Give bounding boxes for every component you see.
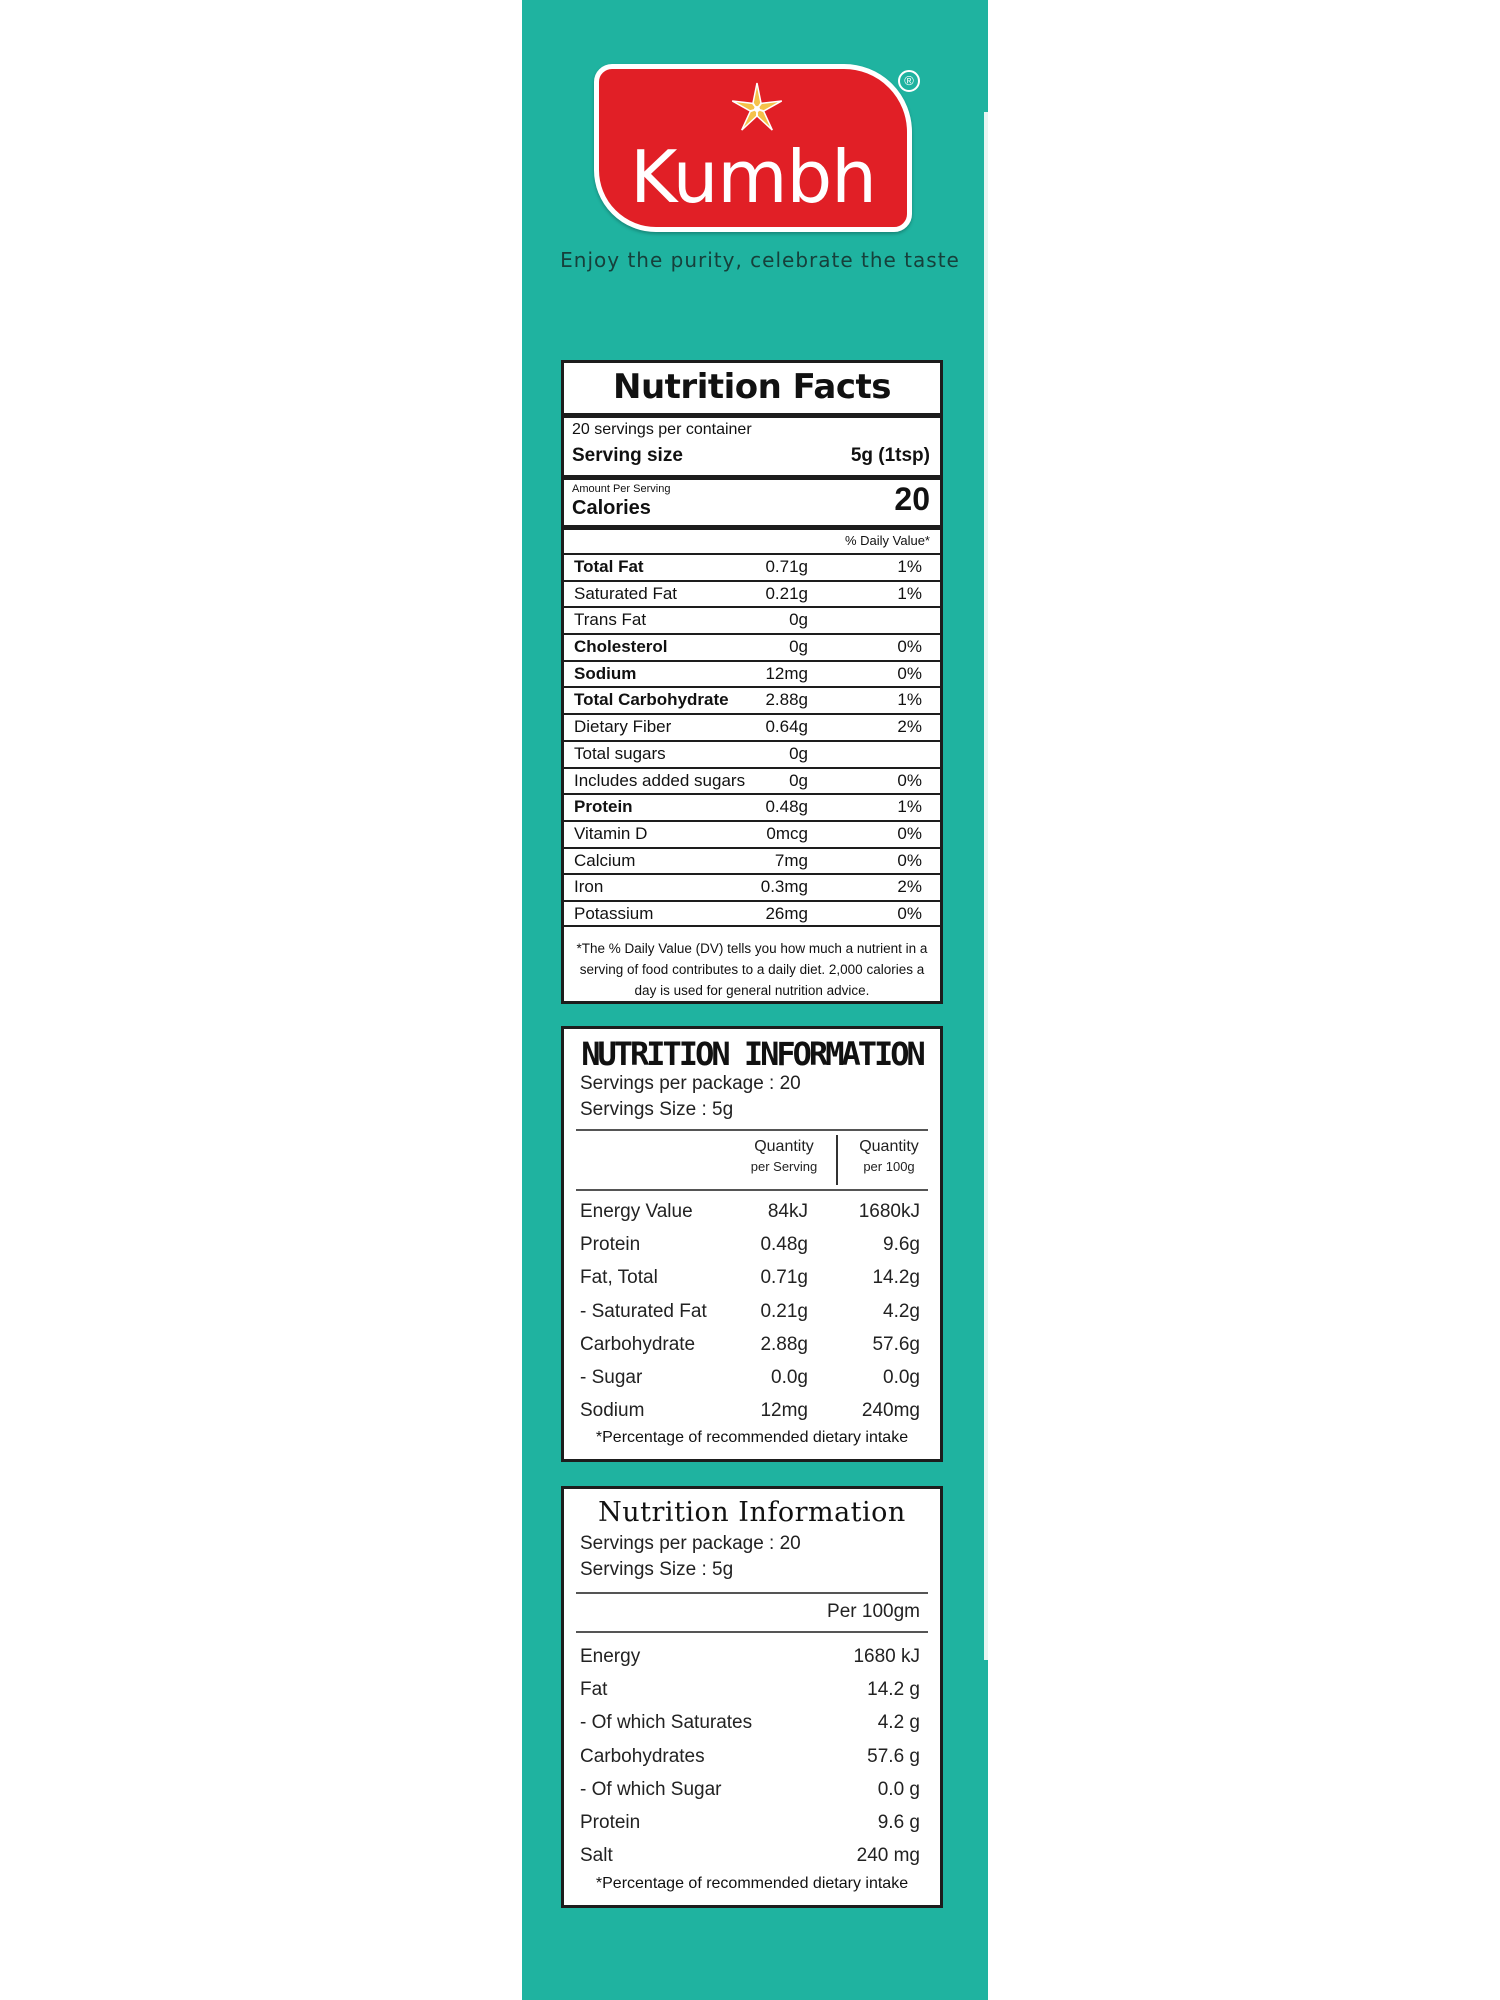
nutrition-information-panel <box>561 1026 943 1462</box>
column-separator <box>836 1135 838 1185</box>
table-row <box>564 1839 940 1872</box>
brand-name: Kumbh <box>630 135 876 219</box>
nutrient-name: Fat <box>580 1679 608 1701</box>
per-100g-value: 0.0g <box>883 1366 920 1388</box>
nutrient-name: - Of which Sugar <box>580 1778 722 1800</box>
nutrient-name: Energy <box>580 1646 641 1667</box>
nutrient-name: Vitamin D <box>574 823 648 843</box>
package-edge <box>984 112 988 1660</box>
nutrient-qty: 0g <box>789 770 808 790</box>
table-row <box>564 606 940 633</box>
per-serving-value: 0.48g <box>760 1234 808 1256</box>
nutrient-pct: 0% <box>897 823 922 843</box>
nutrient-name: Carbohydrates <box>580 1745 705 1767</box>
table-row <box>564 1640 940 1673</box>
table-row <box>564 713 940 740</box>
serving-size: Servings Size : 5g <box>580 1559 734 1580</box>
nutrient-name: Protein <box>574 797 633 817</box>
nutrient-pct: 1% <box>897 557 922 576</box>
nutrient-pct: 2% <box>897 717 922 737</box>
daily-value-header: % Daily Value* <box>844 533 930 548</box>
nutrient-qty: 0g <box>789 743 808 763</box>
nutrient-name: - Of which Saturates <box>580 1712 753 1734</box>
serving-size-label: Serving size <box>572 445 683 466</box>
table-row <box>564 793 940 820</box>
nutrient-name: Protein <box>580 1234 641 1256</box>
table-row <box>564 1740 940 1773</box>
nutrient-name: - Saturated Fat <box>580 1300 707 1322</box>
table-row <box>564 1195 940 1228</box>
nutrient-qty: 2.88g <box>765 690 808 710</box>
table-row <box>564 1361 940 1394</box>
nutrient-name: Carbohydrate <box>580 1333 696 1355</box>
table-row <box>564 1394 940 1427</box>
col-header-line: Quantity <box>859 1138 919 1155</box>
nutrition-facts-title: Nutrition Facts <box>613 367 891 407</box>
nutrient-qty: 12mg <box>765 663 808 683</box>
nutrient-qty: 26mg <box>765 903 808 923</box>
nutrient-name: Calcium <box>574 850 636 870</box>
nutrient-name: Sodium <box>574 663 637 683</box>
col-header-per-100g <box>844 1137 934 1177</box>
serving-size: Servings Size : 5g <box>580 1099 734 1120</box>
nutrient-name: Cholesterol <box>574 637 668 657</box>
per-serving-value: 0.0g <box>771 1366 808 1388</box>
nutrient-name: Includes added sugars <box>574 770 746 790</box>
nutrient-value: 240 mg <box>856 1845 920 1867</box>
nutrient-value: 1680 kJ <box>853 1646 920 1667</box>
table-row <box>564 1806 940 1839</box>
registered-mark: ® <box>898 70 920 92</box>
nutrient-qty: 7mg <box>774 850 808 870</box>
per-serving-value: 2.88g <box>760 1333 808 1355</box>
daily-value-footnote: *The % Daily Value (DV) tells you how much a nutrient in a serving of food contributes to a daily diet. 2,000 calories a day is used for general nutrition advice. <box>576 941 928 998</box>
nutrition-information-table <box>564 1195 940 1427</box>
nutrient-pct: 1% <box>897 797 922 817</box>
col-header-line: per Serving <box>750 1159 818 1174</box>
nutrient-name: Salt <box>580 1845 613 1867</box>
nutrition-information-table <box>564 1640 940 1872</box>
divider <box>576 1592 928 1594</box>
calories-value: 20 <box>894 481 930 517</box>
nutrient-pct: 0% <box>897 637 922 657</box>
divider <box>576 1129 928 1131</box>
per-100g-value: 9.6g <box>883 1234 920 1256</box>
nutrient-name: Saturated Fat <box>574 583 678 603</box>
col-header-per-100gm: Per 100gm <box>827 1601 920 1622</box>
per-serving-value: 84kJ <box>767 1201 808 1222</box>
table-row <box>564 553 940 580</box>
nutrient-qty: 0.71g <box>765 557 808 576</box>
nutrient-qty: 0.3mg <box>760 877 808 897</box>
nutrient-name: Energy Value <box>580 1201 693 1222</box>
servings-per-package: Servings per package : 20 <box>580 1533 801 1554</box>
per-serving-value: 0.21g <box>760 1300 808 1322</box>
serving-size-row <box>572 445 930 467</box>
nutrition-information-title: Nutrition Information <box>598 1497 906 1528</box>
nutrient-pct: 0% <box>897 770 922 790</box>
dietary-intake-footnote: *Percentage of recommended dietary intake <box>595 1875 909 1892</box>
nutrient-pct: 2% <box>897 877 922 897</box>
divider <box>564 525 940 530</box>
nutrient-qty: 0g <box>789 610 808 630</box>
nutrient-name: Sodium <box>580 1400 645 1422</box>
table-row <box>564 1328 940 1361</box>
nutrient-name: Potassium <box>574 903 654 923</box>
amount-per-serving: Amount Per Serving <box>572 483 671 495</box>
nutrient-qty: 0.64g <box>765 717 808 737</box>
nutrient-value: 0.0 g <box>877 1778 920 1800</box>
star-anise-icon <box>727 79 787 139</box>
table-row <box>564 580 940 607</box>
table-row <box>564 873 940 900</box>
nutrient-value: 9.6 g <box>877 1811 920 1833</box>
nutrient-name: Protein <box>580 1811 641 1833</box>
divider <box>564 413 940 418</box>
table-row <box>564 847 940 874</box>
table-row <box>564 1295 940 1328</box>
nutrient-value: 4.2 g <box>877 1712 920 1734</box>
calories-label: Calories <box>572 497 651 519</box>
table-row <box>564 1228 940 1261</box>
nutrient-name: Total sugars <box>574 743 666 763</box>
nutrient-qty: 0.21g <box>765 583 808 603</box>
nutrition-information-title: NUTRITION INFORMATION <box>581 1035 923 1073</box>
table-row <box>564 820 940 847</box>
nutrient-pct: 0% <box>897 903 922 923</box>
table-row <box>564 740 940 767</box>
col-header-line: Quantity <box>754 1138 814 1155</box>
table-row <box>564 1261 940 1294</box>
per-100g-value: 4.2g <box>883 1300 920 1322</box>
nutrient-pct: 0% <box>897 663 922 683</box>
nutrient-pct: 0% <box>897 850 922 870</box>
table-row <box>564 900 940 927</box>
table-row <box>564 1773 940 1806</box>
table-row <box>564 767 940 794</box>
nutrient-qty: 0.48g <box>765 797 808 817</box>
nutrient-name: Trans Fat <box>574 610 647 630</box>
nutrient-name: Fat, Total <box>580 1267 658 1289</box>
table-row <box>564 686 940 713</box>
table-row <box>564 660 940 687</box>
serving-size-value: 5g (1tsp) <box>850 445 930 466</box>
per-100g-value: 57.6g <box>872 1333 920 1355</box>
per-100g-value: 240mg <box>861 1400 920 1422</box>
brand-logo <box>594 64 912 232</box>
divider <box>576 1631 928 1633</box>
nutrition-information-per-100gm-panel <box>561 1486 943 1908</box>
table-row <box>564 1706 940 1739</box>
table-row <box>564 633 940 660</box>
per-100g-value: 1680kJ <box>858 1201 920 1222</box>
dietary-intake-footnote: *Percentage of recommended dietary intake <box>595 1429 909 1446</box>
servings-per-container: 20 servings per container <box>572 421 752 438</box>
nutrient-qty: 0g <box>789 637 808 657</box>
nutrient-pct: 1% <box>897 583 922 603</box>
nutrient-name: Total Fat <box>574 557 644 576</box>
nutrition-facts-panel <box>561 360 943 1004</box>
nutrient-value: 14.2 g <box>867 1679 920 1701</box>
nutrient-value: 57.6 g <box>867 1745 920 1767</box>
divider <box>564 475 940 480</box>
nutrition-facts-table <box>564 553 940 927</box>
col-header-per-serving <box>734 1137 834 1177</box>
per-serving-value: 0.71g <box>760 1267 808 1289</box>
nutrient-name: Dietary Fiber <box>574 717 672 737</box>
nutrient-name: Iron <box>574 877 604 897</box>
per-serving-value: 12mg <box>760 1400 808 1422</box>
nutrient-pct: 1% <box>897 690 922 710</box>
col-header-line: per 100g <box>863 1159 915 1174</box>
divider <box>576 1189 928 1191</box>
table-row <box>564 1673 940 1706</box>
nutrient-name: - Sugar <box>580 1366 643 1388</box>
nutrient-qty: 0mcg <box>766 823 808 843</box>
per-100g-value: 14.2g <box>872 1267 920 1289</box>
nutrient-name: Total Carbohydrate <box>574 690 729 710</box>
servings-per-package: Servings per package : 20 <box>580 1073 801 1094</box>
brand-tagline: Enjoy the purity, celebrate the taste <box>560 248 960 272</box>
